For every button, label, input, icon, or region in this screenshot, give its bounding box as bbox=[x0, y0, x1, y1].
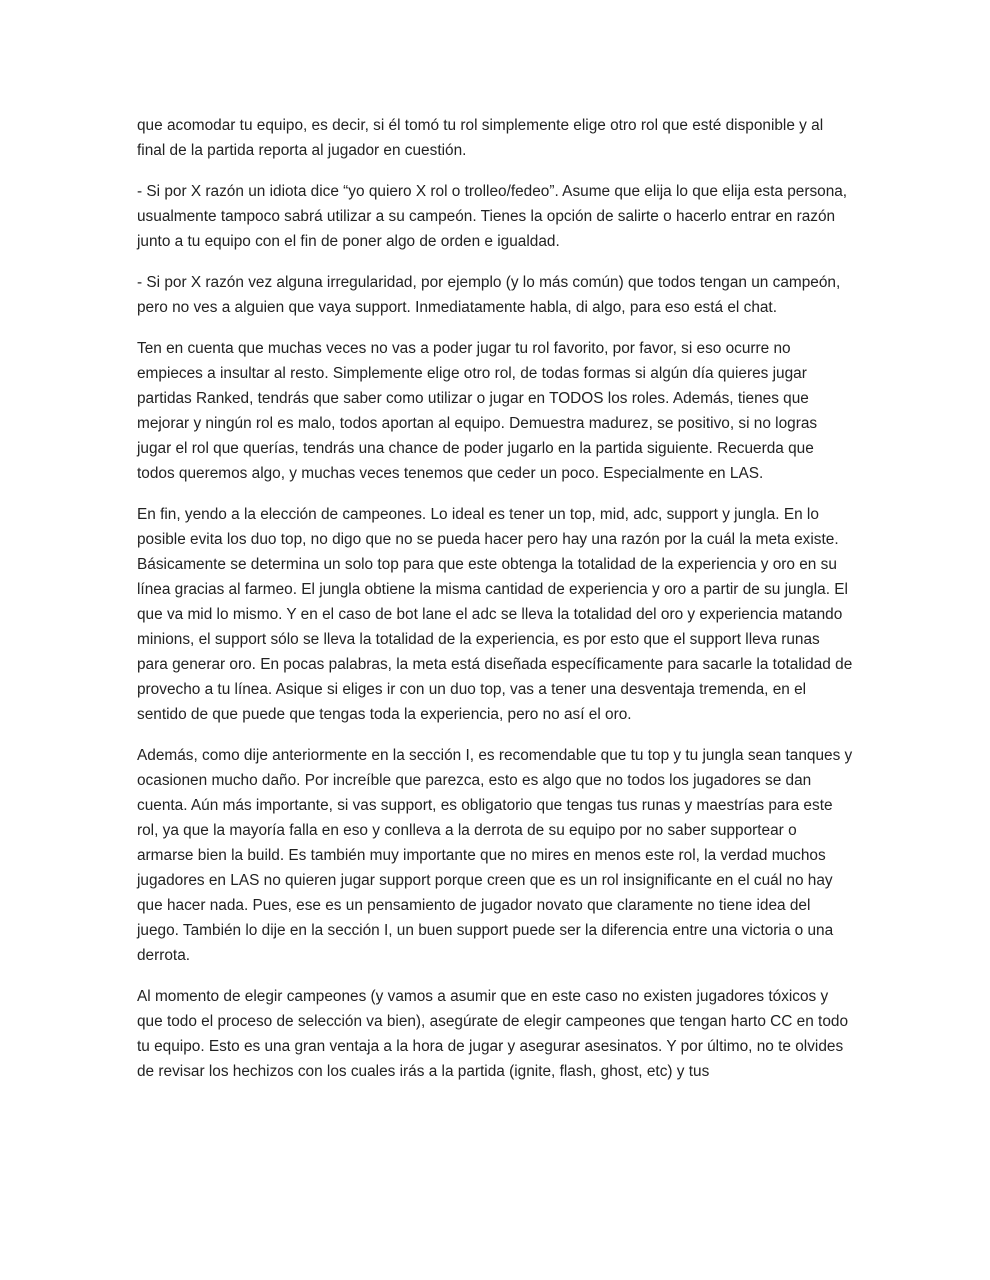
paragraph-2: - Si por X razón un idiota dice “yo quiero X rol o trolleo/fedeo”. Asume que elija lo que elija esta persona, usualmente tampoco sabrá utilizar a su campeón. Tienes la opción de salirte o hacerlo entrar en razón junto a tu equipo con el fin de poner algo de orden e igualdad. bbox=[137, 183, 848, 250]
paragraph-4: Ten en cuenta que muchas veces no vas a poder jugar tu rol favorito, por favor, si eso ocurre no empieces a insultar al resto. Simplemente elige otro rol, de todas formas si algún día quieres jugar partidas Ranked, tendrás que saber como utilizar o jugar en TODOS los roles. Además, tienes que mejorar y ningún rol es malo, todos aportan al equipo. Demuestra madurez, se positivo, si no logras jugar el rol que querías, tendrás una chance de poder jugarlo en la partida siguiente. Recuerda que todos queremos algo, y muchas veces tenemos que ceder un poco. Especialmente en LAS. bbox=[137, 340, 818, 482]
paragraph-7: Al momento de elegir campeones (y vamos a asumir que en este caso no existen jugadores tóxicos y que todo el proceso de selección va bien), asegúrate de elegir campeones que tengan harto CC en todo tu equipo. Esto es una gran ventaja a la hora de jugar y asegurar asesinatos. Y por último, no te olvides de revisar los hechizos con los cuales irás a la partida (ignite, flash, ghost, etc) y tus bbox=[137, 988, 849, 1080]
paragraph-1: que acomodar tu equipo, es decir, si él tomó tu rol simplemente elige otro rol que esté disponible y al final de la partida reporta al jugador en cuestión. bbox=[137, 117, 824, 159]
paragraph-3: - Si por X razón vez alguna irregularidad, por ejemplo (y lo más común) que todos tengan un campeón, pero no ves a alguien que vaya support. Inmediatamente habla, di algo, para eso está el chat. bbox=[137, 274, 841, 316]
document-body bbox=[137, 113, 853, 1100]
paragraph-5: En fin, yendo a la elección de campeones. Lo ideal es tener un top, mid, adc, support y jungla. En lo posible evita los duo top, no digo que no se pueda hacer pero hay una razón por la cuál la meta existe. Básicamente se determina un solo top para que este obtenga la totalidad de la experiencia y oro en su línea gracias al farmeo. El jungla obtiene la misma cantidad de experiencia y oro a partir de su jungla. El que va mid lo mismo. Y en el caso de bot lane el adc se lleva la totalidad del oro y experiencia matando minions, el support sólo se lleva la totalidad de la experiencia, es por esto que el support lleva runas para generar oro. En pocas palabras, la meta está diseñada específicamente para sacarle la totalidad de provecho a tu línea. Asique si eliges ir con un duo top, vas a tener una desventaja tremenda, en el sentido de que puede que tengas toda la experiencia, pero no así el oro. bbox=[137, 506, 853, 723]
paragraph-6: Además, como dije anteriormente en la sección I, es recomendable que tu top y tu jungla sean tanques y ocasionen mucho daño. Por increíble que parezca, esto es algo que no todos los jugadores se dan cuenta. Aún más importante, si vas support, es obligatorio que tengas tus runas y maestrías para este rol, ya que la mayoría falla en eso y conlleva a la derrota de su equipo por no saber supportear o armarse bien la build. Es también muy importante que no mires en menos este rol, la verdad muchos jugadores en LAS no quieren jugar support porque creen que es un rol insignificante en el cuál no hay que hacer nada. Pues, ese es un pensamiento de jugador novato que claramente no tiene idea del juego. También lo dije en la sección I, un buen support puede ser la diferencia entre una victoria o una derrota. bbox=[137, 747, 853, 964]
